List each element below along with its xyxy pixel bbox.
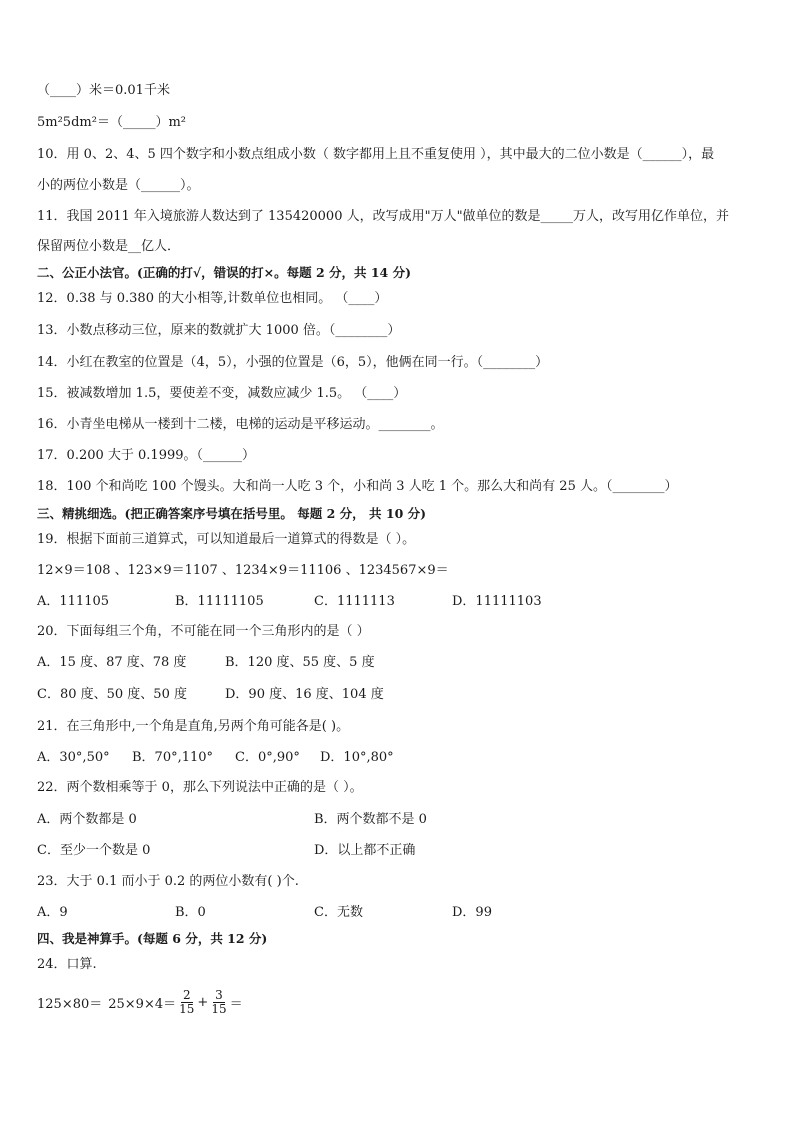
question-11-line1: 11．我国 2011 年入境旅游人数达到了 135420000 人，改写成用"万人"做单位的数是_____万人，改写用亿作单位，并 (37, 209, 730, 224)
q19-option-d: D．11111103 (452, 594, 542, 609)
question-11-line2: 保留两位小数是__亿人． (37, 239, 181, 254)
q20-option-a: A．15 度、87 度、78 度 (37, 655, 187, 670)
oral-expression-1: 125×80＝ (37, 996, 103, 1012)
oral-calculation-row (37, 984, 243, 1020)
fraction-2-15 (177, 989, 196, 1016)
q21-option-c: C．0°,90° (235, 750, 300, 765)
question-22: 22．两个数相乘等于 0，那么下列说法中正确的是（ ）。 (37, 780, 363, 795)
question-19-expression: 12×9＝108 、123×9＝1107 、1234×9＝11106 、1234567×9＝ (37, 563, 449, 578)
question-10-line2: 小的两位小数是（______）。 (37, 178, 200, 193)
q23-option-a: A．9 (37, 905, 68, 920)
q19-option-b: B．11111105 (175, 594, 264, 609)
section-4-heading: 四、我是神算手。(每题 6 分，共 12 分) (37, 931, 268, 946)
q22-option-c: C．至少一个数是 0 (37, 843, 151, 858)
question-19: 19．根据下面前三道算式，可以知道最后一道算式的得数是（ ）。 (37, 532, 416, 547)
section-3-heading: 三、精挑细选。(把正确答案序号填在括号里。 每题 2 分， 共 10 分) (37, 506, 427, 521)
equals-sign: ＝ (229, 996, 243, 1012)
question-10-line1: 10．用 0、2、4、5 四个数字和小数点组成小数（ 数字都用上且不重复使用 ），其中最大的二位小数是（______），最 (37, 147, 715, 162)
question-24: 24．口算. (37, 957, 97, 972)
q20-option-b: B．120 度、55 度、5 度 (225, 655, 375, 670)
question-18: 18．100 个和尚吃 100 个馒头。大和尚一人吃 3 个，小和尚 3 人吃 1 个。那么大和尚有 25 人。（________） (37, 479, 678, 494)
fraction-3-15 (209, 989, 228, 1016)
q19-option-a: A．111105 (37, 594, 110, 609)
q23-option-d: D．99 (452, 905, 492, 920)
fraction-numerator: 3 (215, 987, 223, 1002)
q22-option-d: D．以上都不正确 (314, 843, 416, 858)
q23-option-b: B．0 (175, 905, 206, 920)
q21-option-d: D．10°,80° (320, 750, 394, 765)
question-16: 16．小青坐电梯从一楼到十二楼，电梯的运动是平移运动。________。 (37, 417, 444, 432)
oral-expression-2: 25×9×4＝ (108, 996, 177, 1012)
question-20: 20．下面每组三个角，不可能在同一个三角形内的是（ ） (37, 624, 370, 639)
fraction-numerator: 2 (182, 987, 191, 1002)
q19-option-c: C．1111113 (314, 594, 395, 609)
plus-sign: + (197, 994, 209, 1010)
q21-option-a: A．30°,50° (37, 750, 110, 765)
q20-option-c: C．80 度、50 度、50 度 (37, 687, 187, 702)
fill-blank-meter: （____）米＝0.01千米 (37, 83, 170, 98)
question-13: 13．小数点移动三位，原来的数就扩大 1000 倍。（________） (37, 323, 401, 338)
question-23: 23．大于 0.1 而小于 0.2 的两位小数有( )个. (37, 874, 299, 889)
question-12: 12．0.38 与 0.380 的大小相等,计数单位也相同。 （____） (37, 291, 388, 306)
question-17: 17．0.200 大于 0.1999。（______） (37, 448, 256, 463)
question-15: 15．被减数增加 1.5，要使差不变，减数应减少 1.5。 （____） (37, 386, 407, 401)
fraction-denominator: 15 (211, 1001, 227, 1016)
q21-option-b: B．70°,110° (132, 750, 214, 765)
question-14: 14．小红在教室的位置是（4，5），小强的位置是（6，5），他俩在同一行。（________） (37, 355, 549, 370)
q22-option-a: A．两个数都是 0 (37, 812, 137, 827)
section-2-heading: 二、公正小法官。(正确的打√，错误的打×。每题 2 分，共 14 分) (37, 265, 412, 280)
q22-option-b: B．两个数都不是 0 (314, 812, 427, 827)
fill-blank-area: 5m²5dm²＝（_____）m² (37, 115, 186, 130)
q20-option-d: D．90 度、16 度、104 度 (225, 687, 384, 702)
q23-option-c: C．无数 (314, 905, 363, 920)
question-21: 21．在三角形中,一个角是直角,另两个角可能各是( )。 (37, 719, 350, 734)
fraction-denominator: 15 (179, 1001, 195, 1016)
